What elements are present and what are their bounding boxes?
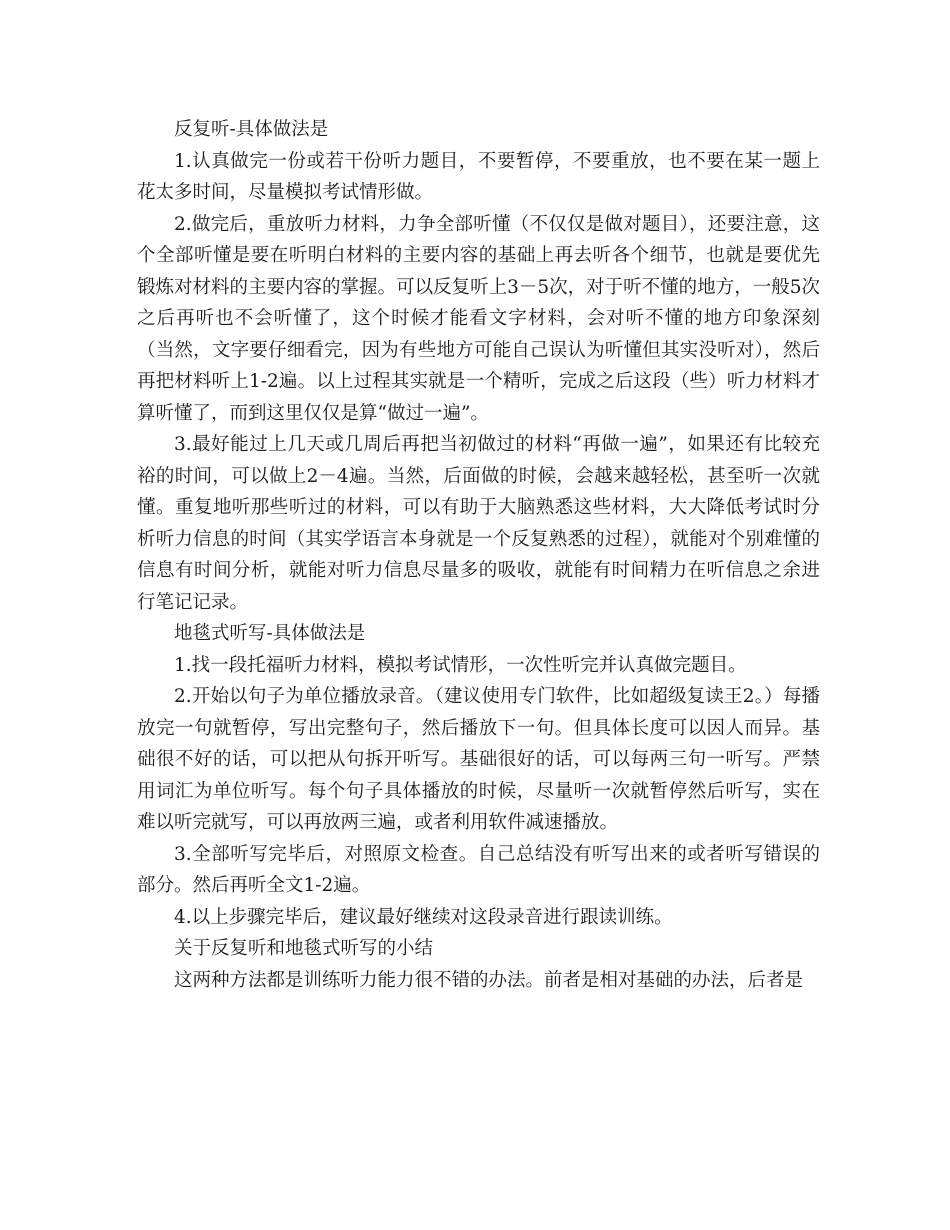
section-heading-dictation: 地毯式听写-具体做法是 — [174, 623, 366, 644]
paragraph-summary: 这两种方法都是训练听力能力很不错的办法。前者是相对基础的办法，后者是 — [174, 969, 804, 991]
paragraph-step-2: 2.做完后，重放听力材料，力争全部听懂（不仅仅是做对题目），还要注意，这个全部听懂是要在听明白材料的主要内容的基础上再去听各个细节，也就是要优先锻炼对材料的主要内容的掌握。可以反复听上3－5次，对于听不懂的地方，一般5次之后再听也不会听懂了，这个时候才能看文字材料，会对听不懂的地方印象深刻（当然，文字要仔细看完，因为有些地方可能自己误认为听懂但其实没听对），然后再把材料听上1-2遍。以上过程其实就是一个精听，完成之后这段（些）听力材料才算听懂了，而到这里仅仅是算“做过一遍”。 — [137, 213, 820, 424]
section-heading-repeated-listening: 反复听-具体做法是 — [174, 119, 329, 140]
document-page — [137, 114, 820, 996]
paragraph-dictation-step-2: 2.开始以句子为单位播放录音。（建议使用专门软件，比如超级复读王2。）每播放完一句就暂停，写出完整句子，然后播放下一句。但具体长度可以因人而异。基础很不好的话，可以把从句拆开听写。基础很好的话，可以每两三句一听写。严禁用词汇为单位听写。每个句子具体播放的时候，尽量听一次就暂停然后听写，实在难以听完就写，可以再放两三遍，或者利用软件减速播放。 — [137, 686, 820, 833]
paragraph-step-1: 1.认真做完一份或若干份听力题目，不要暂停，不要重放，也不要在某一题上花太多时间，尽量模拟考试情形做。 — [137, 150, 820, 203]
paragraph-step-3: 3.最好能过上几天或几周后再把当初做过的材料“再做一遍”，如果还有比较充裕的时间，可以做上2－4遍。当然，后面做的时候，会越来越轻松，甚至听一次就懂。重复地听那些听过的材料，可以有助于大脑熟悉这些材料，大大降低考试时分析听力信息的时间（其实学语言本身就是一个反复熟悉的过程），就能对个别难懂的信息有时间分析，就能对听力信息尽量多的吸收，就能有时间精力在听信息之余进行笔记记录。 — [137, 434, 820, 613]
paragraph-dictation-step-3: 3.全部听写完毕后，对照原文检查。自己总结没有听写出来的或者听写错误的部分。然后再听全文1-2遍。 — [137, 843, 820, 896]
paragraph-dictation-step-1: 1.找一段托福听力材料，模拟考试情形，一次性听完并认真做完题目。 — [174, 654, 747, 676]
paragraph-dictation-step-4: 4.以上步骤完毕后，建议最好继续对这段录音进行跟读训练。 — [174, 906, 673, 928]
section-heading-summary: 关于反复听和地毯式听写的小结 — [174, 938, 434, 959]
